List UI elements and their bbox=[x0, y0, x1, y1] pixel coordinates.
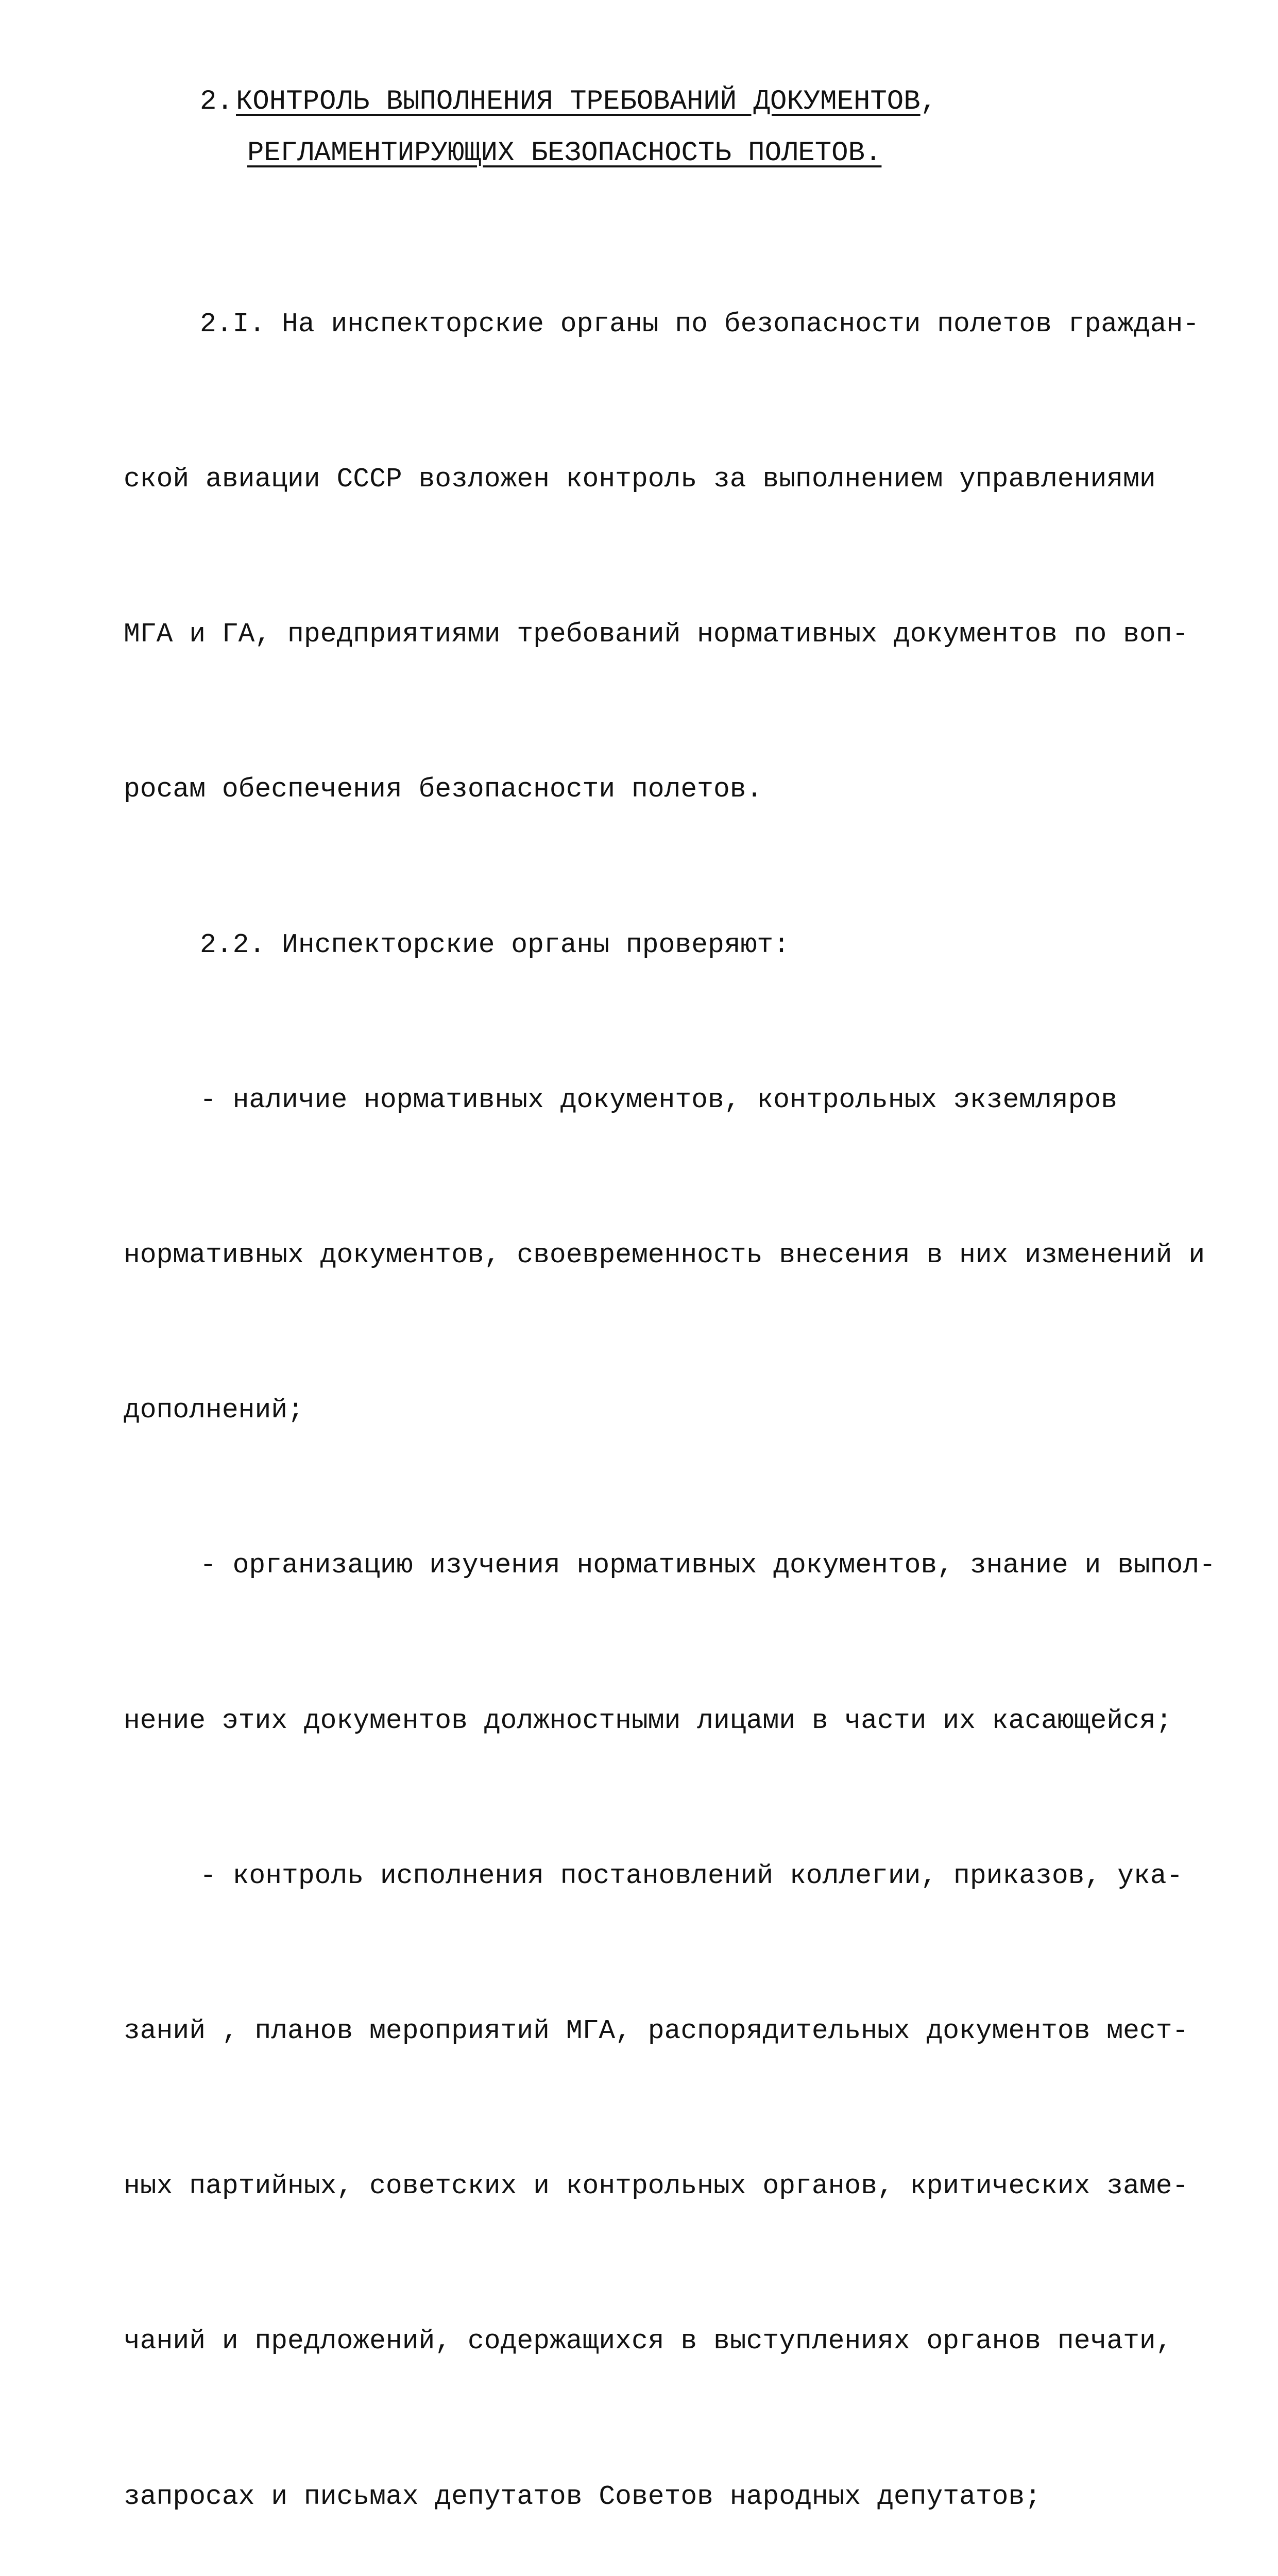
text-line: - контроль исполнения постановлений коллегии, приказов, ука- bbox=[200, 1860, 1183, 1891]
document-body bbox=[124, 195, 1216, 2576]
text-line: - организацию изучения нормативных документов, знание и выпол- bbox=[200, 1550, 1216, 1581]
heading-title-comma: , bbox=[920, 86, 938, 117]
text-line: 2.I. На инспекторские органы по безопасности полетов граждан- bbox=[200, 308, 1200, 340]
text-line: 2.2. Инспекторские органы проверяют: bbox=[200, 929, 790, 960]
heading-line-1 bbox=[200, 76, 1179, 128]
text-line: ской авиации СССР возложен контроль за выполнением управлениями bbox=[124, 464, 1156, 495]
text-line: заний , планов мероприятий МГА, распорядительных документов мест- bbox=[124, 2015, 1189, 2047]
text-line: запросах и письмах депутатов Советов народных депутатов; bbox=[124, 2481, 1042, 2512]
text-line: росам обеспечения безопасности полетов. bbox=[124, 774, 763, 805]
text-line: чаний и предложений, содержащихся в выступлениях органов печати, bbox=[124, 2326, 1172, 2357]
text-line: нение этих документов должностными лицами в части их касающейся; bbox=[124, 1705, 1172, 1736]
text-line: МГА и ГА, предприятиями требований нормативных документов по воп- bbox=[124, 619, 1189, 650]
heading-number: 2. bbox=[200, 86, 233, 117]
heading-title-part-1: КОНТРОЛЬ ВЫПОЛНЕНИЯ ТРЕБОВАНИЙ ДОКУМЕНТОВ bbox=[236, 86, 921, 117]
heading-title-part-2: РЕГЛАМЕНТИРУЮЩИХ БЕЗОПАСНОСТЬ ПОЛЕТОВ. bbox=[247, 138, 882, 169]
text-line: ных партийных, советских и контрольных органов, критических заме- bbox=[124, 2171, 1189, 2202]
text-line: дополнений; bbox=[124, 1395, 304, 1426]
section-heading bbox=[200, 76, 1179, 179]
text-line: - наличие нормативных документов, контрольных экземляров bbox=[200, 1084, 1118, 1115]
text-line: нормативных документов, своевременность внесения в них изменений и bbox=[124, 1240, 1205, 1271]
heading-line-2 bbox=[200, 128, 1179, 179]
